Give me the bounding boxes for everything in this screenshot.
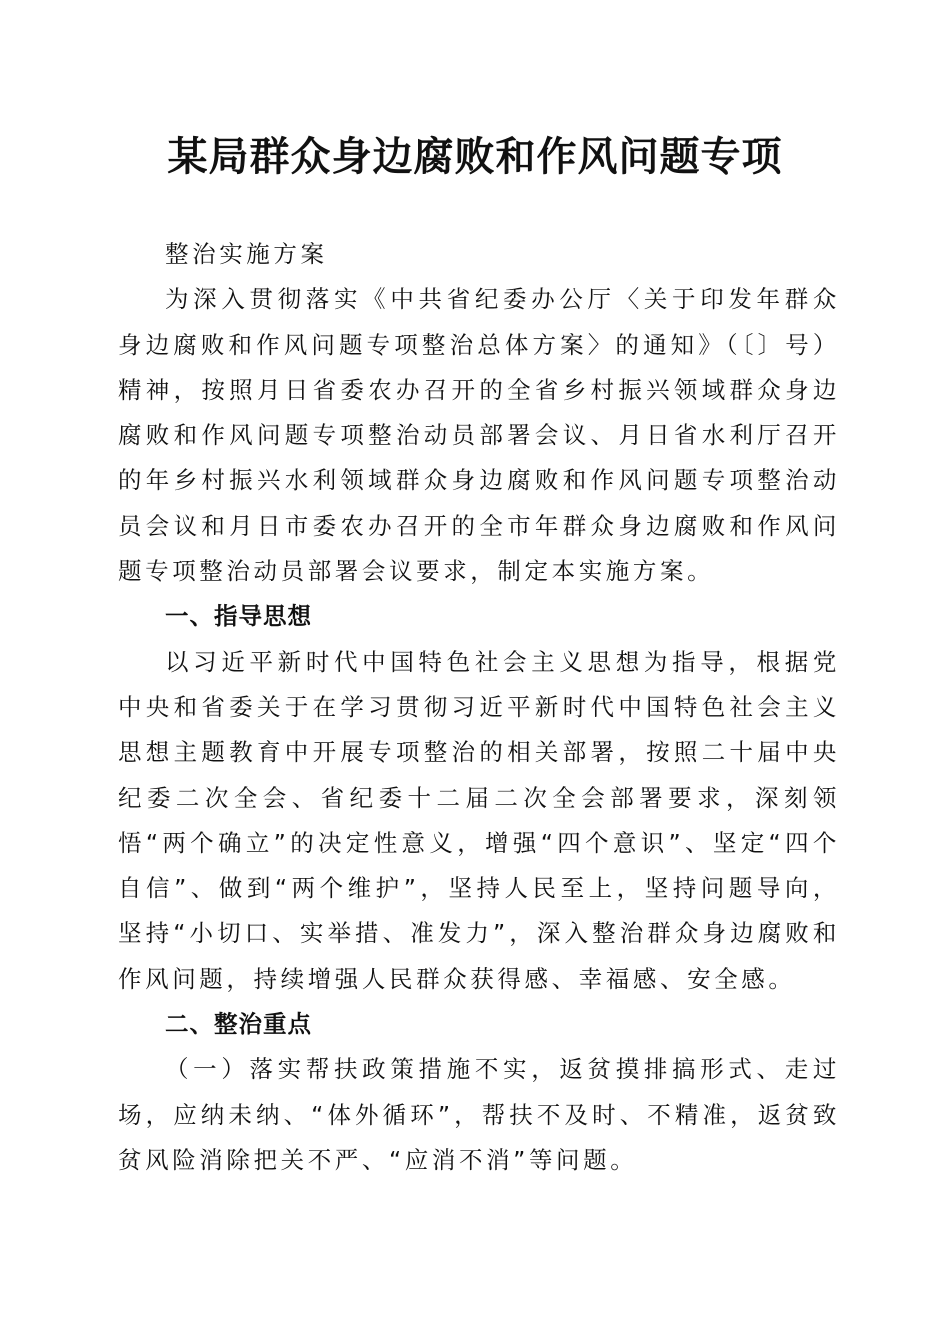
rectification-item-1: （一）落实帮扶政策措施不实，返贫摸排搞形式、走过场，应纳未纳、“体外循环”，帮扶不及时、不精准，返贫致贫风险消除把关不严、“应消不消”等问题。 xyxy=(118,1055,840,1174)
document-title: 某局群众身边腐败和作风问题专项 xyxy=(167,133,783,180)
guiding-ideology-paragraph: 以习近平新时代中国特色社会主义思想为指导，根据党中央和省委关于在学习贯彻习近平新时代中国特色社会主义思想主题教育中开展专项整治的相关部署，按照二十届中央纪委二次全会、省纪委十二届二次全会部署要求，深刻领悟“两个确立”的决定性意义，增强“四个意识”、坚定“四个自信”、做到“两个维护”，坚持人民至上，坚持问题导向，坚持“小切口、实举措、准发力”，深入整治群众身边腐败和作风问题，持续增强人民群众获得感、幸福感、安全感。 xyxy=(118,647,840,993)
section-heading-guiding-ideology: 一、指导思想 xyxy=(165,602,312,631)
intro-paragraph: 为深入贯彻落实《中共省纪委办公厅〈关于印发年群众身边腐败和作风问题专项整治总体方案〉的通知》（〔〕号）精神，按照月日省委农办召开的全省乡村振兴领域群众身边腐败和作风问题专项整治动员部署会议、月日省水利厅召开的年乡村振兴水利领域群众身边腐败和作风问题专项整治动员会议和月日市委农办召开的全市年群众身边腐败和作风问题专项整治动员部署会议要求，制定本实施方案。 xyxy=(118,285,840,586)
section-heading-rectification-focus: 二、整治重点 xyxy=(165,1010,312,1039)
document-body xyxy=(118,232,840,1183)
document-subtitle: 整治实施方案 xyxy=(165,240,328,268)
